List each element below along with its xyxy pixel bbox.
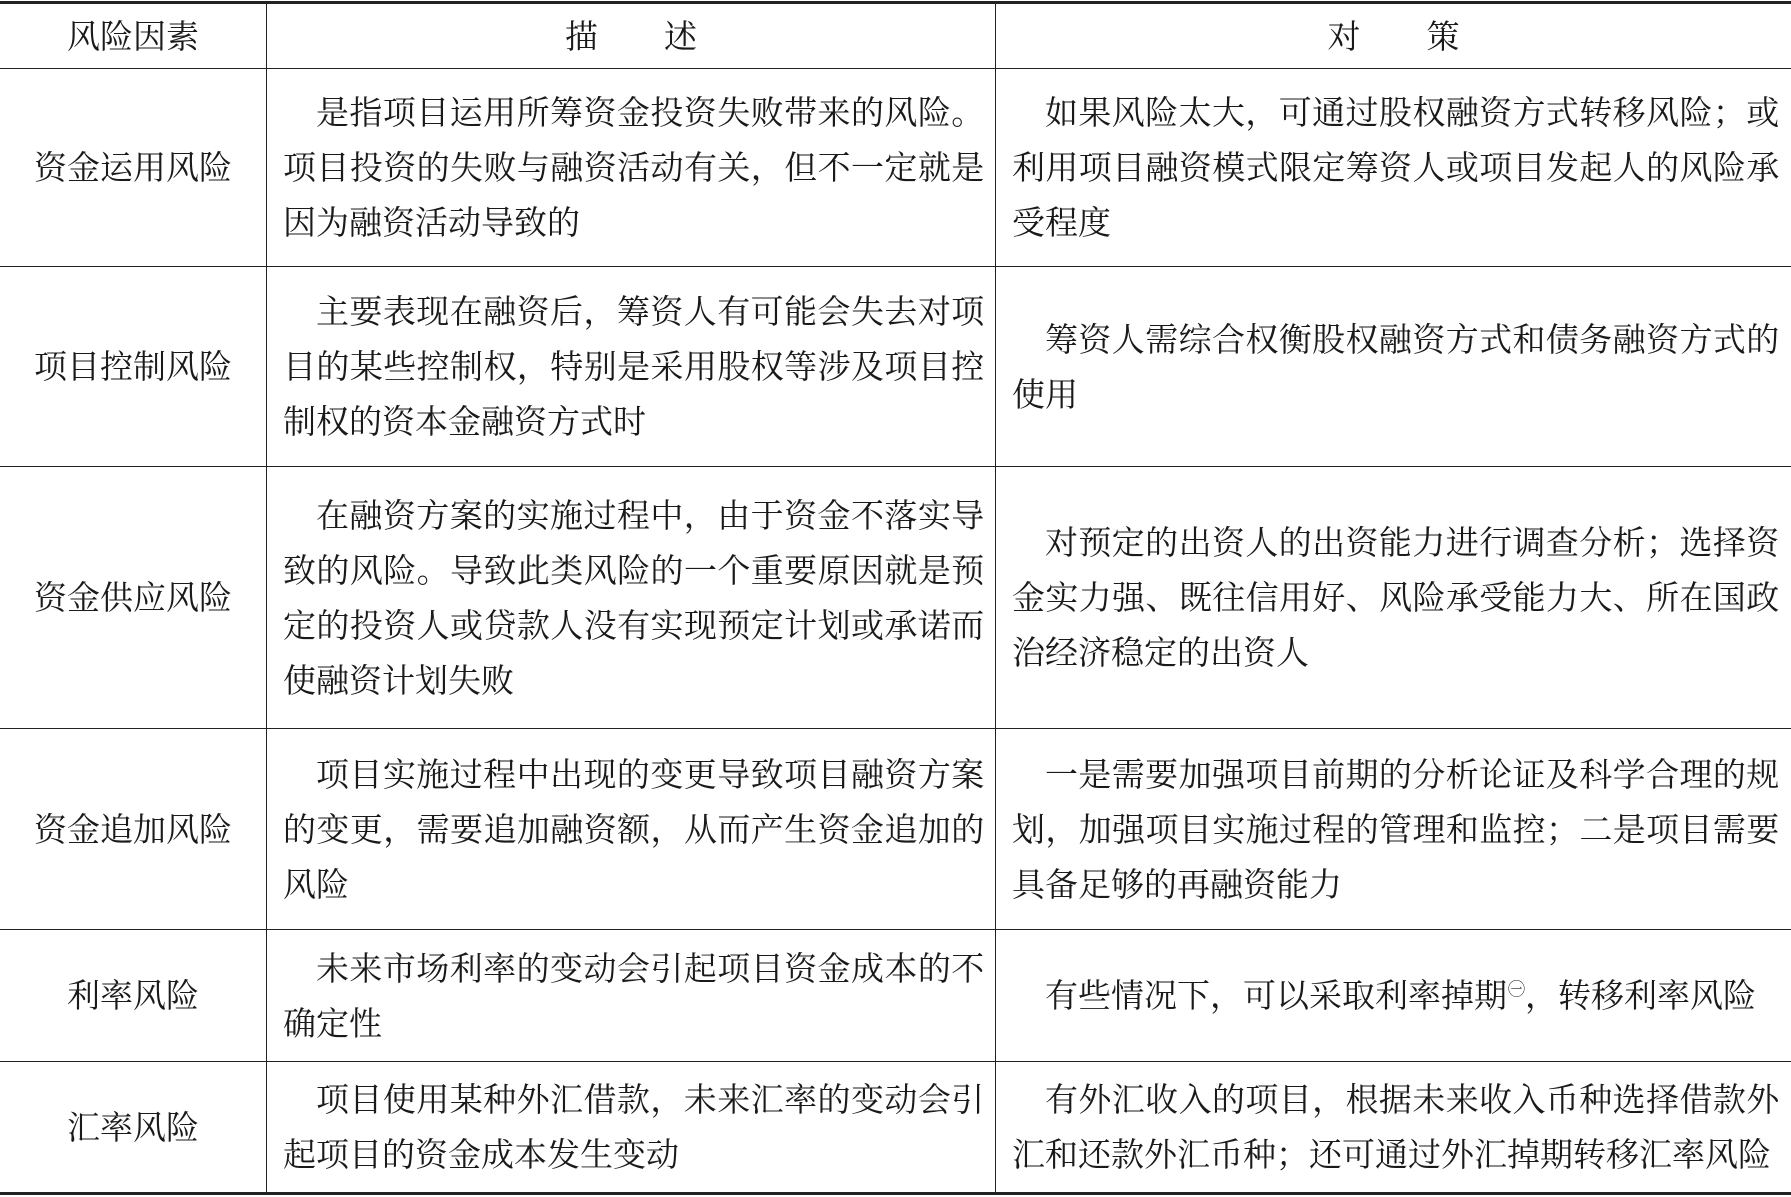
footnote-marker: ㊀ — [1508, 980, 1525, 1000]
risk-factor-cell — [0, 467, 266, 728]
countermeasure-text: 如果风险太大，可通过股权融资方式转移风险；或利用项目融资模式限定筹资人或项目发起人的风险承受程度 — [1012, 93, 1780, 242]
countermeasure-cell — [995, 729, 1791, 929]
risk-factor-text: 资金追加风险 — [34, 809, 232, 849]
table-row — [0, 930, 1791, 1062]
countermeasure-cell — [995, 69, 1791, 266]
countermeasure-text-part: ，转移利率风险 — [1525, 976, 1756, 1015]
countermeasure-cell — [995, 1062, 1791, 1192]
description-cell — [266, 467, 995, 728]
description-text: 在融资方案的实施过程中，由于资金不落实导致的风险。导致此类风险的一个重要原因就是预定的投资人或贷款人没有实现预定计划或承诺而使融资计划失败 — [283, 495, 985, 700]
risk-factor-text: 利率风险 — [67, 976, 199, 1015]
table-row — [0, 729, 1791, 930]
risk-factor-cell — [0, 729, 266, 929]
risk-factor-text: 资金供应风险 — [34, 578, 232, 617]
description-text: 项目使用某种外汇借款，未来汇率的变动会引起项目的资金成本发生变动 — [283, 1080, 985, 1174]
table-header-row — [0, 4, 1791, 69]
countermeasure-text: 筹资人需综合权衡股权融资方式和债务融资方式的使用 — [1012, 319, 1780, 414]
risk-factor-cell — [0, 267, 266, 466]
risk-countermeasure-table — [0, 1, 1791, 1195]
description-cell — [266, 1062, 995, 1192]
description-cell — [266, 729, 995, 929]
header-countermeasure-label: 对 策 — [1327, 16, 1460, 56]
countermeasure-cell — [995, 930, 1791, 1061]
header-risk-factor — [0, 4, 266, 68]
description-cell — [266, 267, 995, 466]
description-cell — [266, 69, 995, 266]
countermeasure-cell — [995, 267, 1791, 466]
countermeasure-text: 对预定的出资人的出资能力进行调查分析；选择资金实力强、既往信用好、风险承受能力大、所在国政治经济稳定的出资人 — [1012, 523, 1780, 672]
countermeasure-text: 有外汇收入的项目，根据未来收入币种选择借款外汇和还款外汇币种；还可通过外汇掉期转移汇率风险 — [1012, 1080, 1780, 1174]
risk-factor-text: 汇率风险 — [67, 1107, 199, 1147]
risk-factor-text: 资金运用风险 — [34, 148, 232, 187]
header-countermeasure — [995, 4, 1791, 68]
description-cell — [266, 930, 995, 1061]
description-text: 是指项目运用所筹资金投资失败带来的风险。项目投资的失败与融资活动有关，但不一定就是因为融资活动导致的 — [283, 93, 985, 242]
description-text: 未来市场利率的变动会引起项目资金成本的不确定性 — [283, 948, 985, 1043]
risk-factor-cell — [0, 1062, 266, 1192]
table-row — [0, 1062, 1791, 1192]
countermeasure-text-part: 有些情况下，可以采取利率掉期 — [1045, 976, 1507, 1015]
countermeasure-cell — [995, 467, 1791, 728]
table-row — [0, 69, 1791, 267]
risk-factor-cell — [0, 930, 266, 1061]
description-text: 主要表现在融资后，筹资人有可能会失去对项目的某些控制权，特别是采用股权等涉及项目控制权的资本金融资方式时 — [283, 292, 985, 441]
header-description-label: 描 述 — [565, 16, 697, 56]
header-risk-factor-label: 风险因素 — [67, 16, 199, 56]
description-text: 项目实施过程中出现的变更导致项目融资方案的变更，需要追加融资额，从而产生资金追加的风险 — [283, 754, 985, 904]
table-row — [0, 467, 1791, 729]
risk-factor-text: 项目控制风险 — [34, 347, 232, 386]
header-description — [266, 4, 995, 68]
risk-factor-cell — [0, 69, 266, 266]
countermeasure-text: 一是需要加强项目前期的分析论证及科学合理的规划，加强项目实施过程的管理和监控；二是项目需要具备足够的再融资能力 — [1012, 754, 1780, 904]
table-row — [0, 267, 1791, 467]
countermeasure-text — [1012, 968, 1779, 1023]
